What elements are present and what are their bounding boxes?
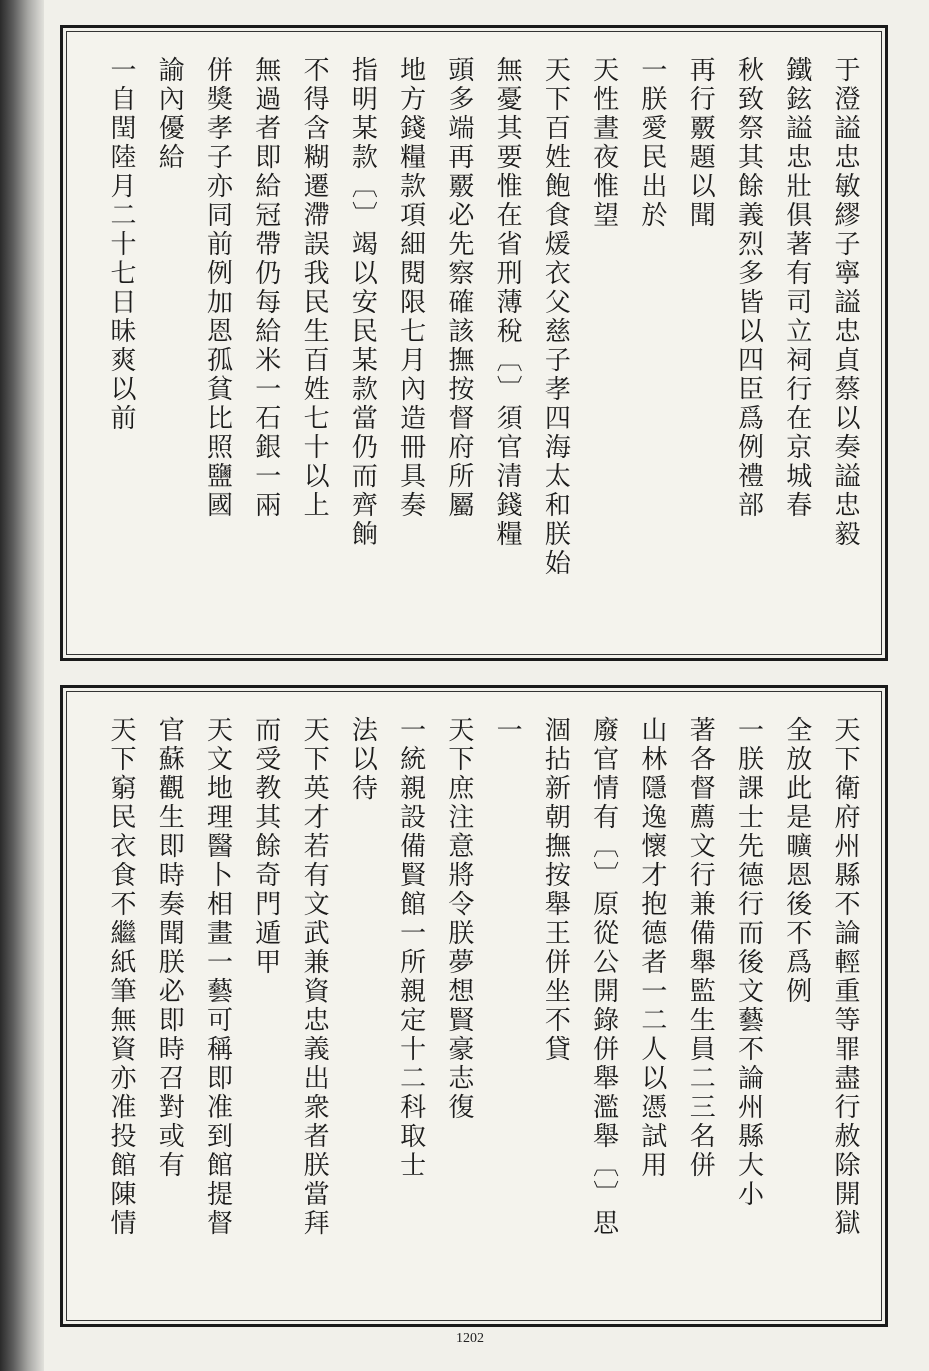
text-column: 天性晝夜惟望	[588, 56, 619, 230]
text-column: 鐵鉉謚忠壯俱著有司立祠行在京城春	[781, 56, 812, 520]
text-column: 天下庶注意將令朕夢想賢豪志復	[443, 716, 474, 1122]
text-column: 而受教其餘奇門遁甲	[250, 716, 281, 977]
text-column: 著各督薦文行兼備舉監生員二三名併	[685, 716, 716, 1180]
text-column: 天文地理醫卜相畫一藝可稱即准到館提督	[202, 716, 233, 1238]
bottom-text-panel	[60, 685, 888, 1327]
text-column: 廢官情有〔〕原從公開錄併舉濫舉〔〕思	[588, 716, 619, 1238]
text-column: 指明某款〔〕竭以安民某款當仍而齊餉	[347, 56, 378, 549]
text-column: 不得含糊遷滯誤我民生百姓七十以上	[299, 56, 330, 520]
text-column: 官蘇觀生即時奏聞朕必即時召對或有	[154, 716, 185, 1180]
text-column: 涸拈新朝撫按舉王併坐不貸	[540, 716, 571, 1064]
text-column: 無過者即給冠帶仍每給米一石銀一兩	[250, 56, 281, 520]
bottom-columns	[103, 716, 863, 1304]
text-column: 諭內優給	[154, 56, 185, 172]
text-column: 一朕愛民出於	[636, 56, 667, 230]
text-column: 一自閏陸月二十七日昧爽以前	[106, 56, 136, 433]
text-column: 一朕課士先德行而後文藝不論州縣大小	[733, 716, 764, 1209]
text-column: 地方錢糧款項細閱限七月內造冊具奏	[395, 56, 426, 520]
text-column: 秋致祭其餘義烈多皆以四臣爲例禮部	[733, 56, 764, 520]
text-column: 天下窮民衣食不繼紙筆無資亦准投館陳情	[106, 716, 136, 1238]
text-column: 一	[492, 716, 523, 745]
text-column: 天下衛府州縣不論輕重等罪盡行赦除開獄	[829, 716, 860, 1238]
text-column: 頭多端再覈必先察確該撫按督府所屬	[443, 56, 474, 520]
text-column: 再行覈題以聞	[685, 56, 716, 230]
page-number: 1202	[456, 1331, 484, 1346]
top-columns	[103, 56, 863, 638]
text-column: 併獎孝子亦同前例加恩孤貧比照鹽國	[202, 56, 233, 520]
text-column: 天下百姓飽食煖衣父慈子孝四海太和朕始	[540, 56, 571, 578]
book-spine-shadow	[0, 0, 44, 1371]
text-column: 山林隱逸懷才抱德者一二人以憑試用	[636, 716, 667, 1180]
text-column: 于澄謚忠敏繆子寧謚忠貞蔡以奏謚忠毅	[829, 56, 860, 549]
text-column: 法以待	[347, 716, 378, 803]
text-column: 天下英才若有文武兼資忠義出衆者朕當拜	[299, 716, 330, 1238]
text-column: 無憂其要惟在省刑薄稅〔〕須官清錢糧	[492, 56, 523, 549]
text-column: 一統親設備賢館一所親定十二科取士	[395, 716, 426, 1180]
text-column: 全放此是曠恩後不爲例	[781, 716, 812, 1006]
top-text-panel	[60, 25, 888, 661]
